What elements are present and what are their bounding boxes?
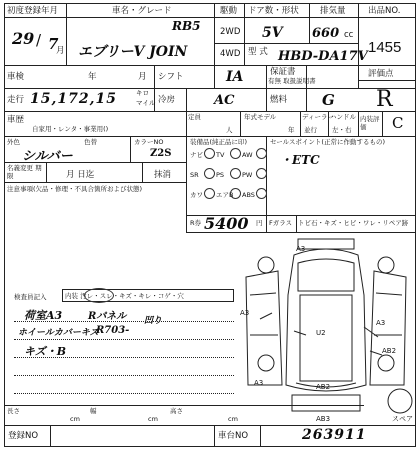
shift-label: シフト (158, 72, 184, 82)
handle-value: 左・右 (332, 126, 352, 134)
equipment-item: エアB (216, 191, 234, 199)
drive-label: 駆動 (220, 6, 238, 16)
grade-label: 評価点 (368, 69, 394, 79)
equipment-item: AW (242, 151, 253, 159)
mile-label: マイル (136, 99, 156, 107)
drive-2wd: 2WD (220, 27, 241, 37)
first-registration-month: 7 (48, 35, 59, 53)
mileage-label: 走行 (7, 95, 25, 105)
damage-legend: トビ石・キズ・ヒビ・ワレ・リペア跡 (298, 219, 409, 227)
fuel-value: G (322, 91, 335, 109)
warranty-label: 保証書 (270, 67, 296, 77)
equipment-item: PW (242, 171, 253, 179)
equipment-item: SR (190, 171, 199, 179)
mileage-value: 15,172,15 (30, 91, 117, 107)
height-label: 高さ (170, 407, 183, 415)
ac-label: 冷房 (158, 95, 176, 105)
year-model-unit: 年 (288, 126, 295, 134)
equipment-item: カワ (190, 191, 203, 199)
cancel-label: 抹消 (154, 170, 172, 180)
door-shape-value: 5V (262, 25, 283, 41)
grade-value: R (376, 87, 393, 112)
warranty-sub-label: 有無 取扱説明書 (268, 77, 316, 85)
equipment-check-circle (256, 148, 267, 159)
note-line-1c: 凹り (144, 316, 163, 326)
damage-code-label: U2 (316, 329, 326, 337)
usage-options: 自家用・レンタ・事業用() (32, 125, 109, 133)
notes-label: 注意事項(欠品・修理・不具合箇所および状態) (7, 185, 143, 193)
lot-number-value: 1455 (368, 39, 402, 56)
interior-options: 内装 汚レ・スレ・キズ・キレ・コゲ・穴 (65, 292, 184, 300)
note-line-1b: Rパネル (88, 311, 127, 322)
km-label: キロ (136, 89, 149, 97)
type-label: 型 式 (248, 47, 268, 57)
note-line-2: ホイールカバーキズ (18, 328, 99, 338)
recycle-unit: 円 (256, 219, 263, 227)
displacement-value: 660 (312, 26, 340, 41)
sales-point-value: ・ETC (280, 153, 320, 167)
exterior-color-value: シルバー (22, 149, 73, 164)
year-model-label: 年式モデル (244, 113, 277, 121)
first-registration-label: 初度登録年月 (7, 6, 59, 16)
equipment-check-circle (230, 148, 241, 159)
equipment-check-circle (204, 188, 215, 199)
inspector-label: 検査員記入 (14, 293, 47, 301)
interior-grade-value: C (392, 114, 404, 132)
damage-code-label: AB2 (316, 383, 331, 391)
exterior-color-label: 外色 (7, 138, 20, 146)
fuel-label: 燃料 (270, 95, 288, 105)
capacity-unit: 人 (226, 126, 233, 134)
equipment-item: PS (216, 171, 225, 179)
shift-value: IA (226, 69, 244, 85)
capacity-label: 定員 (188, 113, 201, 121)
damage-code-label: A3 (240, 309, 250, 317)
circled-option (84, 288, 114, 303)
front-glass-label: Fガラス (269, 219, 293, 227)
shaken-year-unit: 年 (88, 72, 97, 82)
damage-code-label: A3 (376, 319, 386, 327)
equipment-item: ABS (242, 191, 255, 199)
damage-code-label: A3 (254, 379, 264, 387)
type-value: HBD-DA17V (278, 49, 368, 64)
equipment-check-circle (204, 168, 215, 179)
height-unit: cm (228, 415, 238, 423)
length-label: 長さ (7, 407, 20, 415)
equipment-check-circle (256, 168, 267, 179)
chassis-no-label: 車台NO (218, 431, 249, 441)
shaken-month-unit: 月 (138, 72, 147, 82)
dealer-label: ディーラー (302, 113, 334, 121)
equipment-check-circle (204, 148, 215, 159)
lot-number-label: 出品NO. (368, 6, 401, 16)
displacement-unit: cc (344, 30, 354, 40)
auction-inspection-sheet: 初度登録年月 29 / 7 月 車名・グレード RB5 エブリーV JOIN 駆動 2WD 4WD ドア数・形状 5V 排気量 660 cc 型 式 HBD-DA17V 出品NO. 1455 車検 年 月 シフト IA 保証書 有無 取扱説明書 評価点 走行 15,172,15 キロ マイル 冷房 AC 燃料 G R 車歴 自家用・レンタ・事業用() 定員 人 年式モデル 年 ディーラー 並行 ハンドル 左・右 内装評価 C 外色 シルバー 色替 カラーNO Z2S 装備品(純正品に印) ナビ TV AW SR PS PW カワ エアB ABS セールスポイント(正常に作動するもの) ・ETC R券 5400 円 Fガラス トビ石・キズ・ヒビ・ワレ・リペア跡 名義変更 期限 月 日迄 抹消 注意事項(欠品・修理・不具合箇所および状態) 検査員記入 内装 汚レ・スレ・キズ・キレ・コゲ・穴 荷室A3 Rパネル 凹り ホイールカバーキズ R703- キズ・B 長さ cm 幅 cm 高さ cm 登録NO 車台NO 263911 A3 A3 U2 A3 AB2 A3 AB2 AB3 スペア (4, 3, 416, 447)
length-unit: cm (70, 415, 80, 423)
month-unit: 月 (56, 46, 65, 56)
first-registration-year: 29 (12, 29, 35, 48)
note-line-1: 荷室A3 (24, 309, 63, 322)
equipment-label: 装備品(純正品に印) (190, 138, 248, 146)
equipment-check-circle (256, 188, 267, 199)
displacement-label: 排気量 (320, 6, 346, 16)
sales-point-label: セールスポイント(正常に作動するもの) (270, 138, 385, 146)
color-no-value: Z2S (150, 148, 172, 159)
handle-label: ハンドル (330, 113, 356, 121)
equipment-item: ナビ (190, 151, 203, 159)
equipment-item: TV (216, 151, 225, 159)
chassis-no-value: 263911 (302, 427, 367, 443)
damage-code-label: A3 (296, 245, 306, 253)
width-label: 幅 (90, 407, 97, 415)
equipment-check-circle (230, 188, 241, 199)
owner-change-date: 月 日迄 (66, 170, 95, 180)
recycle-value: 5400 (204, 214, 249, 233)
ac-value: AC (214, 93, 235, 108)
damage-code-label: AB3 (316, 415, 331, 423)
model-code-note: RB5 (172, 19, 201, 33)
model-grade-label: 車名・グレード (112, 6, 172, 16)
note-line-3: キズ・B (24, 345, 67, 358)
shaken-label: 車検 (7, 72, 25, 82)
door-shape-label: ドア数・形状 (248, 6, 299, 16)
usage-history-label: 車歴 (7, 115, 25, 125)
damage-code-label: AB2 (382, 347, 397, 355)
color-change-label: 色替 (84, 138, 97, 146)
equipment-check-circle (230, 168, 241, 179)
drive-4wd: 4WD (220, 49, 241, 59)
damage-code-label: スペア (392, 415, 413, 423)
registration-no-label: 登録NO (8, 431, 39, 441)
model-name: エブリーV JOIN (78, 44, 188, 60)
note-line-2b: R703- (96, 325, 130, 336)
width-unit: cm (148, 415, 158, 423)
owner-change-label: 名義変更 期限 (7, 164, 42, 180)
interior-grade-label: 内装評価 (360, 115, 380, 131)
vehicle-damage-diagram (236, 235, 416, 425)
recycle-label: R券 (190, 219, 202, 227)
color-no-label: カラーNO (134, 138, 164, 146)
dealer-value: 並行 (304, 126, 317, 134)
